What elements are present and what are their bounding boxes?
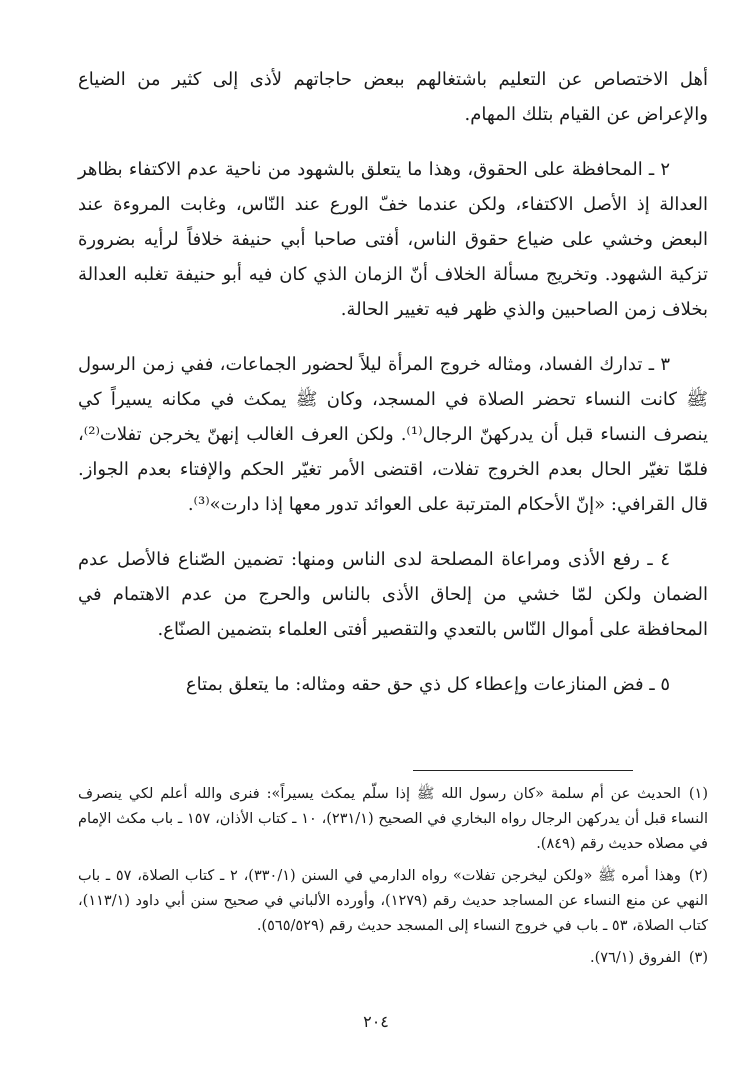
footnote-2 bbox=[78, 864, 708, 939]
footnotes bbox=[78, 782, 708, 978]
footnote-3 bbox=[78, 946, 708, 971]
paragraph-continuation: أهل الاختصاص عن التعليم باشتغالهم ببعض حاجاتهم لأذى إلى كثير من الضياع والإعراض عن القيام بتلك المهام. bbox=[78, 69, 708, 125]
paragraph-5: ٥ ـ فض المنازعات وإعطاء كل ذي حق حقه ومثاله: ما يتعلق بمتاع bbox=[185, 674, 670, 695]
paragraph-4: ٤ ـ رفع الأذى ومراعاة المصلحة لدى الناس ومنها: تضمين الصّناع فالأصل عدم الضمان ولكن لمّا خشي من إلحاق الأذى بالناس والحرج من عدم الاهتمام في المحافظة على أموال النّاس بالتعدي والتقصير أفتى العلماء بتضمين الصنّاع. bbox=[78, 549, 708, 640]
main-text bbox=[78, 62, 708, 702]
footnote-text: الفروق (٧٦/١). bbox=[590, 950, 681, 966]
footnote-number: (٣) bbox=[688, 950, 708, 966]
footnote-number: (١) bbox=[688, 786, 708, 802]
footnote-text: الحديث عن أم سلمة «كان رسول الله ﷺ إذا سلّم يمكث يسيراً»: فنرى والله أعلم لكي ينصرف النساء قبل أن يدركهن الرجال رواه البخاري في الصحيح (٢٣١/١)، ١٠ ـ كتاب الأذان، ١٥٧ ـ باب مكث الإمام في مصلاه حديث رقم (٨٤٩). bbox=[78, 786, 708, 852]
paragraph-2: ٢ ـ المحافظة على الحقوق، وهذا ما يتعلق بالشهود من ناحية عدم الاكتفاء بظاهر العدالة إذ الأصل الاكتفاء، ولكن عندما خفّ الورع عند النّاس، وغابت المروءة عند البعض وخشي على ضياع حقوق الناس، أفتى صاحبا أبي حنيفة خلافاً لرأيه بضرورة تزكية الشهود. وتخريج مسألة الخلاف أنّ الزمان الذي كان فيه أبو حنيفة تغلبه العدالة بخلاف زمن الصاحبين والذي ظهر فيه تغيير الحالة. bbox=[78, 159, 708, 320]
footnote-text: وهذا أمره ﷺ «ولكن ليخرجن تفلات» رواه الدارمي في السنن (٣٣٠/١)، ٢ ـ كتاب الصلاة، ٥٧ ـ باب النهي عن منع النساء عن المساجد حديث رقم (١٢٧٩)، وأورده الألباني في صحيح سنن أبي داود (١١٣/١)، كتاب الصلاة، ٥٣ ـ باب في خروج النساء إلى المسجد حديث رقم (٥٦٥/٥٢٩). bbox=[78, 868, 709, 934]
paragraph-3: ٣ ـ تدارك الفساد، ومثاله خروج المرأة ليلاً لحضور الجماعات، ففي زمن الرسول ﷺ كانت النساء تحضر الصلاة في المسجد، وكان ﷺ يمكث في مكانه يسيراً كي ينصرف النساء قبل أن يدركهنّ الرجال⁽¹⁾. ولكن العرف الغالب إنهنّ يخرجن تفلات⁽²⁾، فلمّا تغيّر الحال بعدم الخروج تفلات، اقتضى الأمر تغيّر الحكم والإفتاء بعدم الجواز. قال القرافي: «إنّ الأحكام المترتبة على العوائد تدور معها إذا دارت»⁽³⁾. bbox=[78, 354, 709, 515]
footnote-1 bbox=[78, 782, 708, 857]
page-number: ٢٠٤ bbox=[363, 1012, 389, 1031]
footnote-number: (٢) bbox=[688, 868, 709, 884]
footnote-divider bbox=[413, 770, 633, 771]
